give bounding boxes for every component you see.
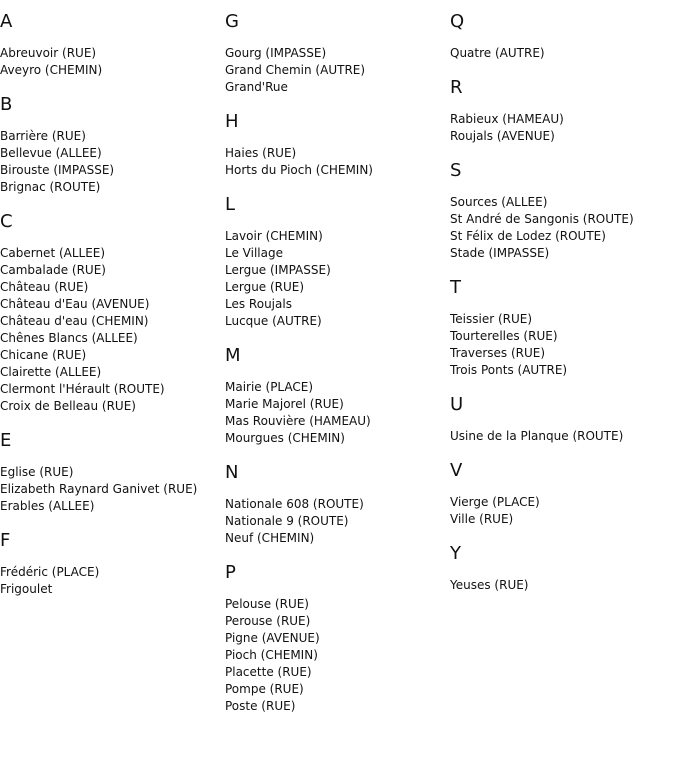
street-item: Aveyro (CHEMIN) bbox=[0, 63, 103, 77]
street-item: Elizabeth Raynard Ganivet (RUE) bbox=[0, 482, 198, 496]
street-item: Marie Majorel (RUE) bbox=[225, 397, 344, 411]
street-item: St André de Sangonis (ROUTE) bbox=[450, 212, 634, 226]
street-item: Frédéric (PLACE) bbox=[0, 565, 100, 579]
street-item: Poste (RUE) bbox=[225, 699, 296, 713]
section-letter-heading: F bbox=[0, 530, 11, 551]
letter-section bbox=[450, 277, 674, 379]
street-item: Croix de Belleau (RUE) bbox=[0, 399, 136, 413]
street-list bbox=[0, 564, 224, 598]
section-letter-heading: N bbox=[225, 462, 239, 483]
street-item: Roujals (AVENUE) bbox=[450, 129, 555, 143]
section-letter-heading: A bbox=[0, 11, 13, 32]
street-item: Horts du Pioch (CHEMIN) bbox=[225, 163, 373, 177]
street-item: Bellevue (ALLEE) bbox=[0, 146, 102, 160]
street-item: Haies (RUE) bbox=[225, 146, 297, 160]
street-item: Grand Chemin (AUTRE) bbox=[225, 63, 366, 77]
street-item: Neuf (CHEMIN) bbox=[225, 531, 315, 545]
street-list bbox=[225, 496, 449, 547]
street-item: Chênes Blancs (ALLEE) bbox=[0, 331, 138, 345]
street-item: Sources (ALLEE) bbox=[450, 195, 548, 209]
street-item: Lavoir (CHEMIN) bbox=[225, 229, 323, 243]
letter-section bbox=[0, 94, 224, 196]
street-item: Frigoulet bbox=[0, 582, 53, 596]
section-letter-heading: Y bbox=[450, 543, 461, 564]
street-item: Placette (RUE) bbox=[225, 665, 312, 679]
letter-section bbox=[0, 430, 224, 515]
letter-section bbox=[0, 530, 224, 598]
street-list bbox=[450, 577, 674, 594]
section-letter-heading: M bbox=[225, 345, 241, 366]
street-item: Lergue (IMPASSE) bbox=[225, 263, 331, 277]
street-item: Trois Ponts (AUTRE) bbox=[450, 363, 568, 377]
index-column bbox=[0, 11, 224, 613]
street-item: Abreuvoir (RUE) bbox=[0, 46, 97, 60]
street-item: Lergue (RUE) bbox=[225, 280, 305, 294]
section-letter-heading: B bbox=[0, 94, 13, 115]
street-item: Vierge (PLACE) bbox=[450, 495, 540, 509]
street-item: Pelouse (RUE) bbox=[225, 597, 309, 611]
section-letter-heading: H bbox=[225, 111, 239, 132]
street-list bbox=[450, 494, 674, 528]
letter-section bbox=[225, 562, 449, 715]
street-list bbox=[225, 145, 449, 179]
index-column bbox=[450, 11, 674, 609]
street-item: Pioch (CHEMIN) bbox=[225, 648, 318, 662]
street-item: Yeuses (RUE) bbox=[450, 578, 529, 592]
street-item: Grand'Rue bbox=[225, 80, 288, 94]
street-list bbox=[450, 45, 674, 62]
letter-section bbox=[0, 11, 224, 79]
street-item: St Félix de Lodez (ROUTE) bbox=[450, 229, 606, 243]
street-item: Le Village bbox=[225, 246, 283, 260]
street-item: Ville (RUE) bbox=[450, 512, 514, 526]
street-item: Quatre (AUTRE) bbox=[450, 46, 545, 60]
letter-section bbox=[0, 211, 224, 415]
street-item: Cabernet (ALLEE) bbox=[0, 246, 106, 260]
letter-section bbox=[225, 462, 449, 547]
street-item: Nationale 9 (ROUTE) bbox=[225, 514, 349, 528]
street-item: Erables (ALLEE) bbox=[0, 499, 95, 513]
section-letter-heading: E bbox=[0, 430, 12, 451]
section-letter-heading: R bbox=[450, 77, 463, 98]
street-list bbox=[450, 194, 674, 262]
section-letter-heading: U bbox=[450, 394, 464, 415]
letter-section bbox=[450, 160, 674, 262]
street-list bbox=[0, 245, 224, 415]
street-list bbox=[0, 128, 224, 196]
street-list bbox=[450, 311, 674, 379]
letter-section bbox=[225, 11, 449, 96]
street-item: Perouse (RUE) bbox=[225, 614, 311, 628]
section-letter-heading: S bbox=[450, 160, 462, 181]
street-item: Château (RUE) bbox=[0, 280, 89, 294]
street-item: Mourgues (CHEMIN) bbox=[225, 431, 345, 445]
section-letter-heading: C bbox=[0, 211, 13, 232]
section-letter-heading: Q bbox=[450, 11, 465, 32]
letter-section bbox=[225, 345, 449, 447]
section-letter-heading: G bbox=[225, 11, 239, 32]
street-item: Teissier (RUE) bbox=[450, 312, 533, 326]
street-item: Mas Rouvière (HAMEAU) bbox=[225, 414, 371, 428]
section-letter-heading: T bbox=[450, 277, 461, 298]
letter-section bbox=[450, 11, 674, 62]
street-item: Gourg (IMPASSE) bbox=[225, 46, 327, 60]
letter-section bbox=[450, 543, 674, 594]
letter-section bbox=[225, 111, 449, 179]
street-item: Usine de la Planque (ROUTE) bbox=[450, 429, 624, 443]
letter-section bbox=[225, 194, 449, 330]
section-letter-heading: V bbox=[450, 460, 463, 481]
street-item: Lucque (AUTRE) bbox=[225, 314, 322, 328]
section-letter-heading: L bbox=[225, 194, 236, 215]
street-item: Clermont l'Hérault (ROUTE) bbox=[0, 382, 165, 396]
street-item: Traverses (RUE) bbox=[450, 346, 546, 360]
street-item: Tourterelles (RUE) bbox=[450, 329, 558, 343]
street-item: Château d'eau (CHEMIN) bbox=[0, 314, 149, 328]
street-list bbox=[225, 379, 449, 447]
street-item: Barrière (RUE) bbox=[0, 129, 86, 143]
street-item: Brignac (ROUTE) bbox=[0, 180, 101, 194]
street-item: Cambalade (RUE) bbox=[0, 263, 106, 277]
letter-section bbox=[450, 77, 674, 145]
street-list bbox=[0, 45, 224, 79]
street-item: Stade (IMPASSE) bbox=[450, 246, 550, 260]
street-item: Les Roujals bbox=[225, 297, 292, 311]
street-item: Birouste (IMPASSE) bbox=[0, 163, 115, 177]
street-list bbox=[225, 45, 449, 96]
section-letter-heading: P bbox=[225, 562, 236, 583]
street-item: Pompe (RUE) bbox=[225, 682, 304, 696]
street-list bbox=[0, 464, 224, 515]
street-item: Mairie (PLACE) bbox=[225, 380, 314, 394]
street-item: Nationale 608 (ROUTE) bbox=[225, 497, 364, 511]
street-item: Eglise (RUE) bbox=[0, 465, 74, 479]
street-list bbox=[225, 596, 449, 715]
street-item: Clairette (ALLEE) bbox=[0, 365, 102, 379]
street-item: Château d'Eau (AVENUE) bbox=[0, 297, 150, 311]
street-list bbox=[450, 428, 674, 445]
street-item: Chicane (RUE) bbox=[0, 348, 87, 362]
street-item: Rabieux (HAMEAU) bbox=[450, 112, 564, 126]
letter-section bbox=[450, 460, 674, 528]
street-item: Pigne (AVENUE) bbox=[225, 631, 320, 645]
street-list bbox=[225, 228, 449, 330]
index-column bbox=[225, 11, 449, 730]
letter-section bbox=[450, 394, 674, 445]
street-list bbox=[450, 111, 674, 145]
